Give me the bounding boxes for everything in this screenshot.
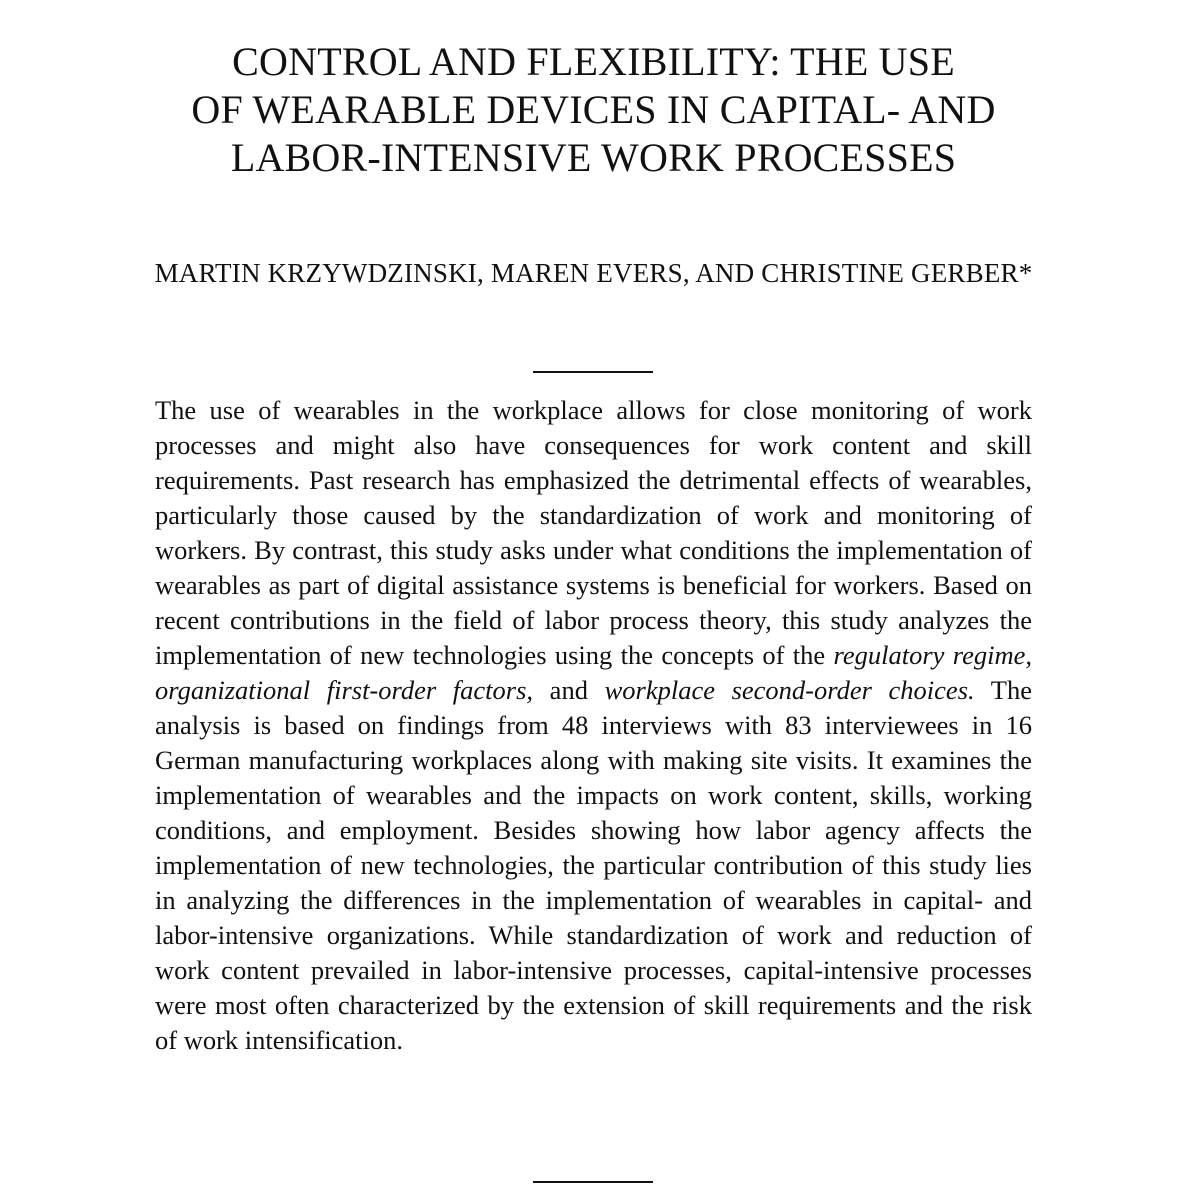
title-line-1: CONTROL AND FLEXIBILITY: THE USE <box>232 39 955 84</box>
title-line-2: OF WEARABLE DEVICES IN CAPITAL- AND <box>191 87 996 132</box>
abstract-text-3: The analysis is based on findings from 48 interviews with 83 interviewees in 16 German manufacturing workplaces along with making site visits. It examines the implementation of wearables and the impacts on work content, skills, working conditions, and employment. Besides showing how labor agency affects the implementation of new technologies, the particular contribution of this study lies in analyzing the differences in the implementation of wearables in capital- and labor-intensive organizations. While standardization of work and reduction of work content prevailed in labor-intensive processes, capital-intensive processes were most often characterized by the extension of skill requirements and the risk of work intensification. <box>155 675 1032 1055</box>
section-divider-bottom <box>533 1181 653 1183</box>
abstract-text-2: and <box>533 675 605 705</box>
abstract <box>155 393 1032 1058</box>
abstract-text-1: The use of wearables in the workplace allows for close monitoring of work processes and might also have consequences for work content and skill requirements. Past research has emphasized the detrimental effects of wearables, particularly those caused by the standardization of work and monitoring of workers. By contrast, this study asks under what conditions the implementation of wearables as part of digital assistance systems is beneficial for workers. Based on recent contributions in the field of labor process theory, this study analyzes the implementation of new technologies using the concepts of the <box>155 395 1032 670</box>
abstract-italic-terms-1: regulatory regime, organizational first-order factors, <box>155 640 1032 705</box>
author-list: MARTIN KRZYWDZINSKI, MAREN EVERS, AND CHRISTINE GERBER* <box>154 258 1033 288</box>
abstract-italic-terms-2: workplace second-order choices. <box>604 675 975 705</box>
title-line-3: LABOR-INTENSIVE WORK PROCESSES <box>230 135 957 180</box>
section-divider-top <box>533 371 653 373</box>
paper-title <box>0 38 1187 182</box>
